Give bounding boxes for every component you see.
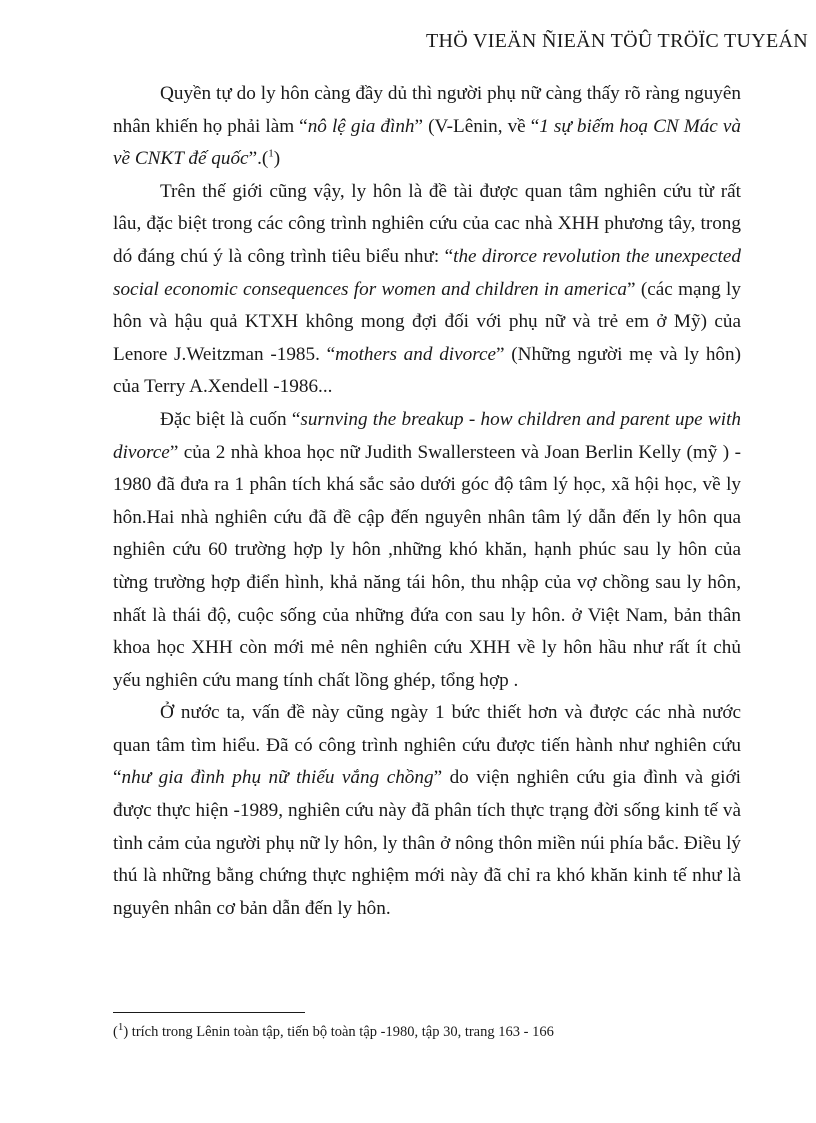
- footnote-divider: [113, 1012, 305, 1013]
- paragraph-1-italic-title: 1 sự biếm hoạ CN Mác và về CNKT đế quốc: [113, 115, 741, 170]
- paragraph-2: [113, 176, 741, 404]
- paragraph-2-text: Trên thế giới cũng vậy, ly hôn là đề tài được quan tâm nghiên cứu từ rất lâu, đặc biệt trong các công trình nghiên cứu của cac nhà XHH phương tây, trong dó đáng chú ý là công trình tiêu biểu như: “: [113, 180, 741, 267]
- footnote-open-paren: (: [113, 1024, 118, 1040]
- paragraph-2-italic-title: the dirorce revolution the unexpected social economic consequences for women and children in america: [113, 245, 741, 300]
- paragraph-1-text: ”.(: [248, 148, 269, 170]
- paragraph-1-text: ): [273, 148, 281, 170]
- paragraph-1-italic-quote: nô lệ gia đình: [307, 115, 415, 137]
- footnote-number: 1: [117, 1021, 124, 1034]
- paragraph-3-text: Đặc biệt là cuốn “: [160, 408, 301, 430]
- paragraph-3: [113, 404, 741, 697]
- paragraph-2-text: ” (các mạng ly hôn và hậu quả KTXH không mong đợi đối với phụ nữ và trẻ em ở Mỹ) của Lenore J.Weitzman -1985. “: [113, 278, 741, 365]
- paragraph-4-text: Ở nước ta, vấn đề này cũng ngày 1 bức thiết hơn và được các nhà nước quan tâm tìm hiểu. Đã có công trình nghiên cứu được tiến hành như nghiên cứu “: [113, 702, 741, 789]
- paragraph-3-text: ” của 2 nhà khoa học nữ Judith Swallersteen và Joan Berlin Kelly (mỹ ) - 1980 đã đưa ra 1 phân tích khá sắc sảo dưới góc độ tâm lý học, xã hội học, về ly hôn.Hai nhà nghiên cứu đã đề cập đến nguyên nhân tâm lý dẫn đến ly hôn qua nghiên cứu 60 trường hợp ly hôn ,những khó khăn, hạnh phúc sau ly hôn của từng trường hợp điển hình, khả năng tái hôn, thu nhập của vợ chồng sau ly hôn, nhất là thái độ, cuộc sống của những đứa con sau ly hôn. ở Việt Nam, bản thân khoa học XHH còn mới mẻ nên nghiên cứu XHH về ly hôn hầu như rất ít chủ yếu nghiên cứu mang tính chất lồng ghép, tổng hợp .: [113, 441, 741, 691]
- paragraph-4-text: ” do viện nghiên cứu gia đình và giới được thực hiện -1989, nghiên cứu này đã phân tích thực trạng đời sống kinh tế và tình cảm của người phụ nữ ly hôn, ly thân ở nông thôn miền núi phía bắc. Điều lý thú là những bằng chứng thực nghiệm mới này đã chỉ ra khó khăn kinh tế như là nguyên nhân cơ bản dẫn đến ly hôn.: [113, 767, 741, 919]
- page-header: THÖ VIEÄN ÑIEÄN TÖÛ TRÖÏC TUYEÁN: [426, 30, 808, 52]
- footnote-ref: 1: [268, 147, 274, 160]
- paragraph-2-text: ” (Những người mẹ và ly hôn) của Terry A.Xendell -1986...: [113, 343, 741, 398]
- paragraph-4-italic-title: như gia đình phụ nữ thiếu vắng chồng: [121, 767, 434, 789]
- paragraph-2-italic-title: mothers and divorce: [335, 343, 497, 365]
- footnote: [113, 1022, 743, 1042]
- footnote-text: ) trích trong Lênin toàn tập, tiến bộ toàn tập -1980, tập 30, trang 163 - 166: [123, 1024, 554, 1040]
- paragraph-3-italic-title: surnving the breakup - how children and parent upe with divorce: [113, 408, 741, 463]
- paragraph-1-text: ” (V-Lênin, về “: [414, 115, 540, 137]
- paragraph-1-text: Quyền tự do ly hôn càng đầy dủ thì người phụ nữ càng thấy rõ ràng nguyên nhân khiến họ phải làm “: [113, 83, 741, 137]
- paragraph-1: [113, 78, 741, 176]
- body-text: [113, 78, 741, 925]
- paragraph-4: [113, 697, 741, 925]
